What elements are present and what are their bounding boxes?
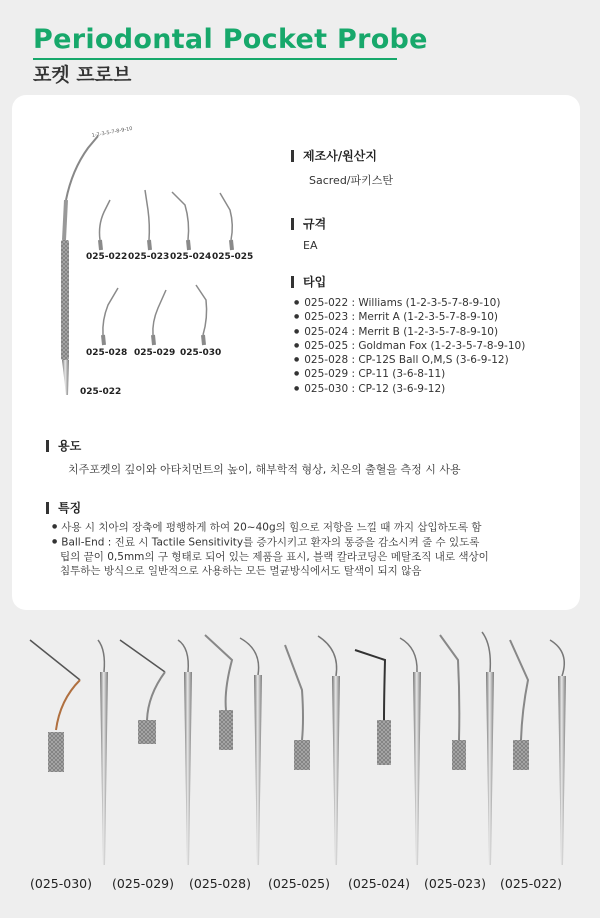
list-item xyxy=(52,564,582,579)
features-heading: 특징 xyxy=(46,502,81,514)
tip-row-2-images xyxy=(103,285,207,345)
list-item: ● 025-022 : Williams (1-2-3-5-7-8-9-10) xyxy=(294,296,525,310)
bottom-caption: (025-025) xyxy=(268,876,330,891)
maker-heading: 제조사/원산지 xyxy=(291,150,377,162)
list-item: ● 025-028 : CP-12S Ball O,M,S (3-6-9-12) xyxy=(294,353,525,367)
tip-caption: 025-029 xyxy=(134,348,176,358)
bullet-icon: ● xyxy=(52,523,58,530)
list-item xyxy=(52,535,582,550)
list-item xyxy=(52,520,582,535)
tip-row-1-images xyxy=(100,190,233,250)
size-value: EA xyxy=(303,239,318,252)
type-heading: 타입 xyxy=(291,276,326,288)
feature-text: 침투하는 방식으로 일반적으로 사용하는 모든 멸균방식에서도 탈색이 되지 않음 xyxy=(60,565,422,577)
type-list xyxy=(294,296,525,396)
list-item: ● 025-029 : CP-11 (3-6-8-11) xyxy=(294,367,525,381)
list-item xyxy=(52,550,582,565)
features-list xyxy=(52,520,582,579)
feature-text: 사용 시 치아의 장축에 평행하게 하여 20~40g의 힘으로 저항을 느낄 때 까지 삽입하도록 함 xyxy=(61,521,482,534)
tip-caption: 025-028 xyxy=(86,348,128,358)
usage-text: 치주포켓의 깊이와 아타치먼트의 높이, 해부학적 형상, 치은의 출혈을 측정 시 사용 xyxy=(68,463,461,476)
bottom-probe-images xyxy=(30,632,566,865)
main-probe-caption: 025-022 xyxy=(80,387,122,397)
bottom-caption: (025-022) xyxy=(500,876,562,891)
tip-caption: 025-024 xyxy=(170,252,212,262)
maker-value: Sacred/파키스탄 xyxy=(309,174,394,187)
usage-heading: 용도 xyxy=(46,440,81,452)
bottom-caption: (025-028) xyxy=(189,876,251,891)
page-subtitle: 포켓 프로브 xyxy=(33,64,132,86)
page-title: Periodontal Pocket Probe xyxy=(33,24,428,55)
bottom-caption: (025-029) xyxy=(112,876,174,891)
bullet-icon: ● xyxy=(52,537,58,545)
tip-caption: 025-022 xyxy=(86,252,128,262)
list-item: ● 025-025 : Goldman Fox (1-2-3-5-7-8-9-10) xyxy=(294,339,525,353)
size-heading: 규격 xyxy=(291,218,326,230)
bottom-caption: (025-024) xyxy=(348,876,410,891)
feature-text: Ball-End : 진료 시 Tactile Sensitivity를 증가시키고 환자의 통증을 감소시켜 줄 수 있도록 xyxy=(61,536,480,548)
tip-caption: 025-023 xyxy=(128,252,170,262)
list-item: ● 025-023 : Merrit A (1-2-3-5-7-8-9-10) xyxy=(294,310,525,324)
list-item: ● 025-024 : Merrit B (1-2-3-5-7-8-9-10) xyxy=(294,325,525,339)
bottom-caption: (025-030) xyxy=(30,876,92,891)
bottom-caption: (025-023) xyxy=(424,876,486,891)
feature-text: 팁의 끝이 0,5mm의 구 형태로 되어 있는 제품을 표시, 블랙 칼라코딩은 메탈조직 내로 색상이 xyxy=(60,550,489,563)
tip-caption: 025-030 xyxy=(180,348,222,358)
tip-caption: 025-025 xyxy=(212,252,254,262)
list-item: ● 025-030 : CP-12 (3-6-9-12) xyxy=(294,382,525,396)
svg-text:1-2-3-5-7-8-9-10: 1-2-3-5-7-8-9-10 xyxy=(91,125,133,139)
